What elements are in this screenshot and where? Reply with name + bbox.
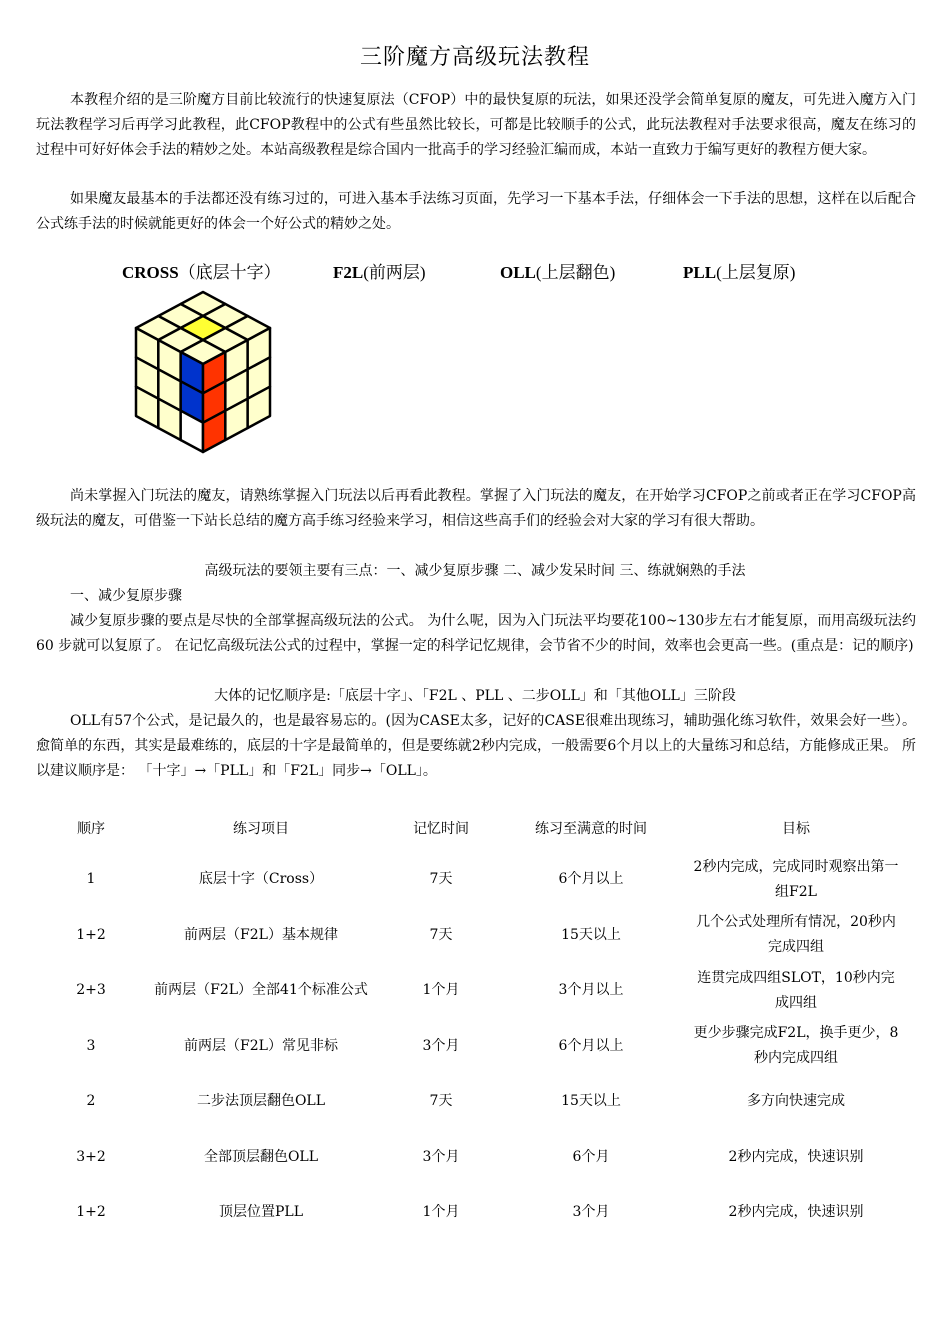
table-row xyxy=(36,1185,916,1241)
cell-order: 1 xyxy=(86,871,96,888)
nav-oll-en: OLL xyxy=(500,263,536,282)
cell-order: 3 xyxy=(86,1037,96,1054)
goal-text: 2秒内完成，快速识别 xyxy=(728,1148,864,1165)
key-points-line: 高级玩法的要领主要有三点：一、减少复原步骤 二、减少发呆时间 三、练就娴熟的手法 xyxy=(204,563,746,579)
table-row xyxy=(36,1019,916,1075)
cell-memory-time: 3个月 xyxy=(422,1037,460,1054)
cell-goal xyxy=(676,1019,916,1075)
goal-text: 多方向快速完成 xyxy=(747,1093,845,1110)
goal-text: 2秒内完成，完成同时观察出第一组F2L xyxy=(693,858,899,900)
cell-item: 全部顶层翻色OLL xyxy=(203,1148,319,1165)
table-row xyxy=(36,963,916,1019)
cell-practice-time: 6个月 xyxy=(572,1148,610,1165)
nav-cross-cn: （底层十字） xyxy=(178,263,281,282)
cell-item: 前两层（F2L）常见非标 xyxy=(184,1037,338,1054)
cell-item: 底层十字（Cross） xyxy=(198,871,324,888)
cell-item: 二步法顶层翻色OLL xyxy=(196,1093,326,1110)
section-heading-1: 一、减少复原步骤 xyxy=(70,588,182,604)
memory-order-line: 大体的记忆顺序是:「底层十字」、「F2L 、PLL 、二步OLL」和「其他OLL」三阶段 xyxy=(214,688,736,704)
cell-memory-time: 7天 xyxy=(429,1093,453,1110)
cell-order: 1+2 xyxy=(76,1204,106,1221)
cell-memory-time: 7天 xyxy=(429,871,453,888)
page-title: 三阶魔方高级玩法教程 xyxy=(359,45,590,70)
cell-order: 1+2 xyxy=(76,926,106,943)
cell-item: 前两层（F2L）全部41个标准公式 xyxy=(154,982,368,999)
cell-goal xyxy=(676,1074,916,1130)
header-order: 顺序 xyxy=(77,820,105,837)
rubiks-cube-image xyxy=(128,288,278,454)
goal-text: 连贯完成四组SLOT，10秒内完成四组 xyxy=(697,969,895,1011)
cell-goal xyxy=(676,852,916,908)
nav-cross-en: CROSS xyxy=(122,263,179,282)
body-paragraph-2: 减少复原步骤的要点是尽快的全部掌握高级玩法的公式。 为什么呢，因为入门玩法平均要花100~130步左右才能复原，而用高级玩法约 60 步就可以复原了。 在记忆高级玩法公式的过程中，掌握一定的科学记忆规律，会节省不少的时间，效率也会更高一些。(重点是：记的顺序) xyxy=(36,613,916,654)
header-goal: 目标 xyxy=(782,820,810,837)
cell-order: 3+2 xyxy=(76,1148,106,1165)
cell-goal xyxy=(676,1185,916,1241)
cell-order: 2 xyxy=(86,1093,96,1110)
nav-link-cross[interactable] xyxy=(122,258,281,283)
table-header-row xyxy=(36,806,916,852)
header-memory-time: 记忆时间 xyxy=(413,820,469,837)
body-paragraph-3: OLL有57个公式，是记最久的，也是最容易忘的。(因为CASE太多，记好的CASE很难出现练习，辅助强化练习软件，效果会好一些）。愈简单的东西，其实是最难练的，底层的十字是最简单的，但是要练就2秒内完成，一般需要6个月以上的大量练习和总结，方能修成正果。 所以建议顺序是： 「十字」→「PLL」和「F2L」同步→「OLL」。 xyxy=(36,713,916,779)
table-row xyxy=(36,1130,916,1186)
nav-link-f2l[interactable] xyxy=(333,258,426,283)
intro-paragraph-2: 如果魔友最基本的手法都还没有练习过的，可进入基本手法练习页面，先学习一下基本手法，仔细体会一下手法的思想，这样在以后配合公式练手法的时候就能更好的体会一个好公式的精妙之处。 xyxy=(36,191,916,232)
nav-f2l-cn: (前两层) xyxy=(363,263,426,282)
nav-f2l-en: F2L xyxy=(333,263,364,282)
header-practice-time: 练习至满意的时间 xyxy=(535,820,647,837)
nav-pll-cn: (上层复原) xyxy=(716,263,796,282)
cell-practice-time: 15天以上 xyxy=(561,1093,621,1110)
practice-plan-table xyxy=(36,806,916,1241)
goal-text: 更少步骤完成F2L，换手更少，8秒内完成四组 xyxy=(693,1025,899,1067)
cell-memory-time: 1个月 xyxy=(422,982,460,999)
cell-practice-time: 6个月以上 xyxy=(558,871,624,888)
cell-practice-time: 3个月以上 xyxy=(558,982,624,999)
cell-goal xyxy=(676,908,916,964)
table-row xyxy=(36,852,916,908)
nav-link-oll[interactable] xyxy=(500,258,615,283)
cell-item: 顶层位置PLL xyxy=(218,1204,303,1221)
cell-item: 前两层（F2L）基本规律 xyxy=(184,926,338,943)
nav-link-pll[interactable] xyxy=(683,258,795,283)
cell-practice-time: 6个月以上 xyxy=(558,1037,624,1054)
cell-order: 2+3 xyxy=(76,982,106,999)
nav-pll-en: PLL xyxy=(683,263,717,282)
cell-memory-time: 1个月 xyxy=(422,1204,460,1221)
cell-goal xyxy=(676,1130,916,1186)
header-item: 练习项目 xyxy=(233,820,289,837)
goal-text: 几个公式处理所有情况，20秒内完成四组 xyxy=(696,914,896,956)
nav-oll-cn: (上层翻色) xyxy=(535,263,616,282)
cell-memory-time: 3个月 xyxy=(422,1148,460,1165)
goal-text: 2秒内完成，快速识别 xyxy=(728,1204,864,1221)
cell-practice-time: 3个月 xyxy=(572,1204,610,1221)
cell-practice-time: 15天以上 xyxy=(561,926,621,943)
cell-goal xyxy=(676,963,916,1019)
table-row xyxy=(36,908,916,964)
table-row xyxy=(36,1074,916,1130)
cell-memory-time: 7天 xyxy=(429,926,453,943)
intro-paragraph-1: 本教程介绍的是三阶魔方目前比较流行的快速复原法（CFOP）中的最快复原的玩法，如果还没学会简单复原的魔友，可先进入魔方入门玩法教程学习后再学习此教程，此CFOP教程中的公式有些虽然比较长，可都是比较顺手的公式，此玩法教程对手法要求很高，魔友在练习的过程中可好好体会手法的精妙之处。本站高级教程是综合国内一批高手的学习经验汇编而成，本站一直致力于编写更好的教程方便大家。 xyxy=(36,92,916,158)
body-paragraph-1: 尚未掌握入门玩法的魔友，请熟练掌握入门玩法以后再看此教程。掌握了入门玩法的魔友，在开始学习CFOP之前或者正在学习CFOP高级玩法的魔友，可借鉴一下站长总结的魔方高手练习经验来学习，相信这些高手们的经验会对大家的学习有很大帮助。 xyxy=(36,488,916,529)
